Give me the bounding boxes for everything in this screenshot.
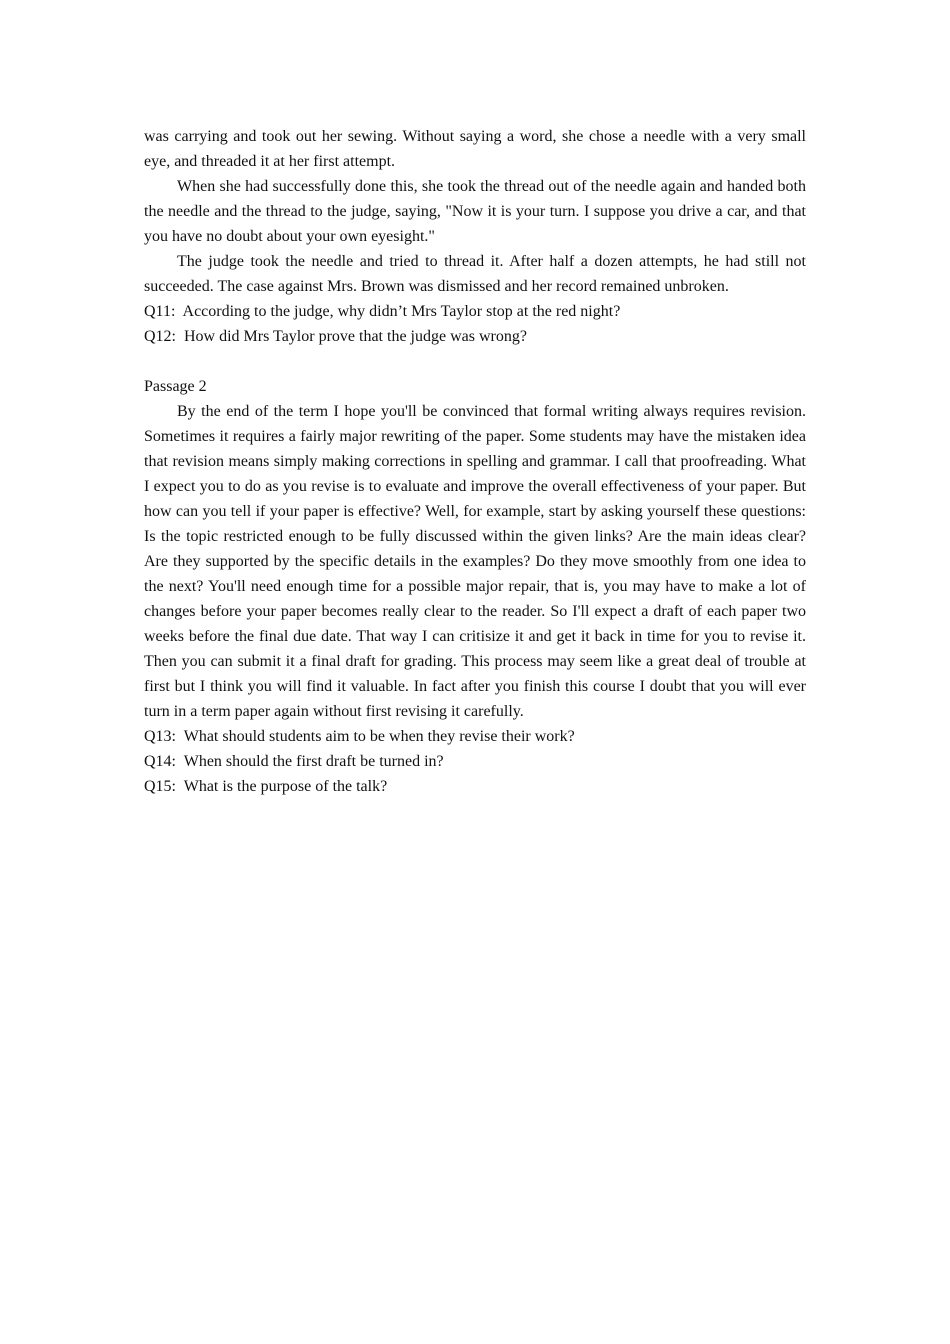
question-q11: Q11: According to the judge, why didn’t Mrs Taylor stop at the red night?: [144, 303, 621, 320]
section-spacer: [144, 349, 806, 374]
question-q14: Q14: When should the first draft be turned in?: [144, 753, 444, 770]
passage1-paragraph-needle: When she had successfully done this, she took the thread out of the needle again and handed both the needle and the thread to the judge, saying, "Now it is your turn. I suppose you drive a car, and that you have no doubt about your own eyesight.": [144, 178, 806, 245]
passage1-paragraph-judge: The judge took the needle and tried to thread it. After half a dozen attempts, he had still not succeeded. The case against Mrs. Brown was dismissed and her record remained unbroken.: [144, 253, 806, 295]
passage1-paragraph-continued: was carrying and took out her sewing. Without saying a word, she chose a needle with a very small eye, and threaded it at her first attempt.: [144, 128, 806, 170]
document-page: [144, 124, 806, 799]
question-q13: Q13: What should students aim to be when they revise their work?: [144, 728, 575, 745]
question-q12: Q12: How did Mrs Taylor prove that the judge was wrong?: [144, 328, 527, 345]
passage2-paragraph: By the end of the term I hope you'll be convinced that formal writing always requires revision. Sometimes it requires a fairly major rewriting of the paper. Some students may have the mistaken idea that revision means simply making corrections in spelling and grammar. I call that proofreading. What I expect you to do as you revise is to evaluate and improve the overall effectiveness of your paper. But how can you tell if your paper is effective? Well, for example, start by asking yourself these questions: Is the topic restricted enough to be fully discussed within the given links? Are the main ideas clear? Are they supported by the specific details in the examples? Do they move smoothly from one idea to the next? You'll need enough time for a possible major repair, that is, you may have to make a lot of changes before your paper becomes really clear to the reader. So I'll expect a draft of each paper two weeks before the final due date. That way I can critisize it and get it back in time for you to revise it. Then you can submit it a final draft for grading. This process may seem like a great deal of trouble at first but I think you will find it valuable. In fact after you finish this course I doubt that you will ever turn in a term paper again without first revising it carefully.: [144, 403, 806, 720]
question-q15: Q15: What is the purpose of the talk?: [144, 778, 388, 795]
passage2-heading: Passage 2: [144, 378, 207, 395]
